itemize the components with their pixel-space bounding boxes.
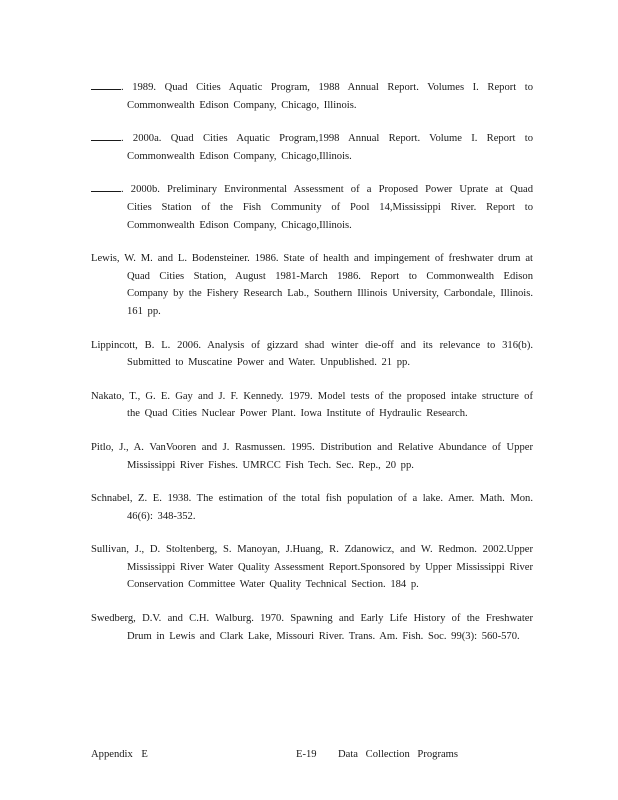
reference-text: 1995. Distribution and Relative Abundance of Upper Mississippi River Fishes. UMRCC Fish Tech. Sec. Rep., 20 pp. xyxy=(127,441,533,471)
reference-author: Swedberg, D.V. and C.H. Walburg. xyxy=(91,613,254,625)
reference-text: 2002.Upper Mississippi River Water Quality Assessment Report.Sponsored by Upper Mississippi River Conservation Committee Water Quality Technical Section. 184 p. xyxy=(127,544,533,591)
reference-text: . 2000b. Preliminary Environmental Assessment of a Proposed Power Uprate at Quad Cities Station of the Fish Community of Pool 14,Mississippi River. Report to Commonwealth Edison Company, Chicago,Illinois. xyxy=(121,184,533,231)
reference-list xyxy=(91,79,533,660)
reference-entry xyxy=(91,439,533,474)
reference-entry xyxy=(91,79,533,114)
reference-entry xyxy=(91,541,533,594)
reference-entry xyxy=(91,388,533,423)
reference-entry xyxy=(91,610,533,645)
reference-author: Nakato, T., G. E. Gay and J. F. Kennedy. xyxy=(91,390,284,402)
reference-text: 1938. The estimation of the total fish population of a lake. Amer. Math. Mon. 46(6): 348-352. xyxy=(127,493,533,522)
reference-author: Schnabel, Z. E. xyxy=(91,493,162,505)
reference-text: 1986. State of health and impingement of freshwater drum at Quad Cities Station, August 1981-March 1986. Report to Commonwealth Edison Company by the Fishery Research Lab., Southern Illinois University, Carbondale, Illinois. 161 pp. xyxy=(127,253,533,317)
footer-appendix-label: Appendix E xyxy=(91,749,148,760)
footer-section-title: Data Collection Programs xyxy=(338,749,459,760)
reference-text: 1970. Spawning and Early Life History of the Freshwater Drum in Lewis and Clark Lake, Missouri River. Trans. Am. Fish. Soc. 99(3): 560-570. xyxy=(127,613,533,642)
reference-entry xyxy=(91,181,533,234)
reference-author: Lewis, W. M. and L. Bodensteiner. xyxy=(91,253,250,265)
reference-entry xyxy=(91,250,533,320)
reference-author: Pitlo, J., A. VanVooren and J. Rasmussen. xyxy=(91,441,286,453)
reference-text: . 1989. Quad Cities Aquatic Program, 1988 Annual Report. Volumes I. Report to Commonwealth Edison Company, Chicago, Illinois. xyxy=(121,82,533,111)
footer-page-number: E-19 xyxy=(296,749,317,760)
reference-text: 2006. Analysis of gizzard shad winter die-off and its relevance to 316(b). Submitted to Muscatine Power and Water. Unpublished. 21 pp. xyxy=(127,339,533,369)
reference-text: . 2000a. Quad Cities Aquatic Program,1998 Annual Report. Volume I. Report to Commonwealth Edison Company, Chicago,Illinois. xyxy=(121,133,533,162)
reference-text: 1979. Model tests of the proposed intake structure of the Quad Cities Nuclear Power Plant. Iowa Institute of Hydraulic Research. xyxy=(127,390,533,420)
reference-entry xyxy=(91,130,533,165)
repeated-author-rule xyxy=(91,131,121,141)
reference-entry xyxy=(91,490,533,525)
repeated-author-rule xyxy=(91,80,121,90)
repeated-author-rule xyxy=(91,182,121,192)
reference-author: Lippincott, B. L. xyxy=(91,339,171,351)
reference-entry xyxy=(91,337,533,372)
reference-author: Sullivan, J., D. Stoltenberg, S. Manoyan, J.Huang, R. Zdanowicz, and W. Redmon. xyxy=(91,544,477,556)
